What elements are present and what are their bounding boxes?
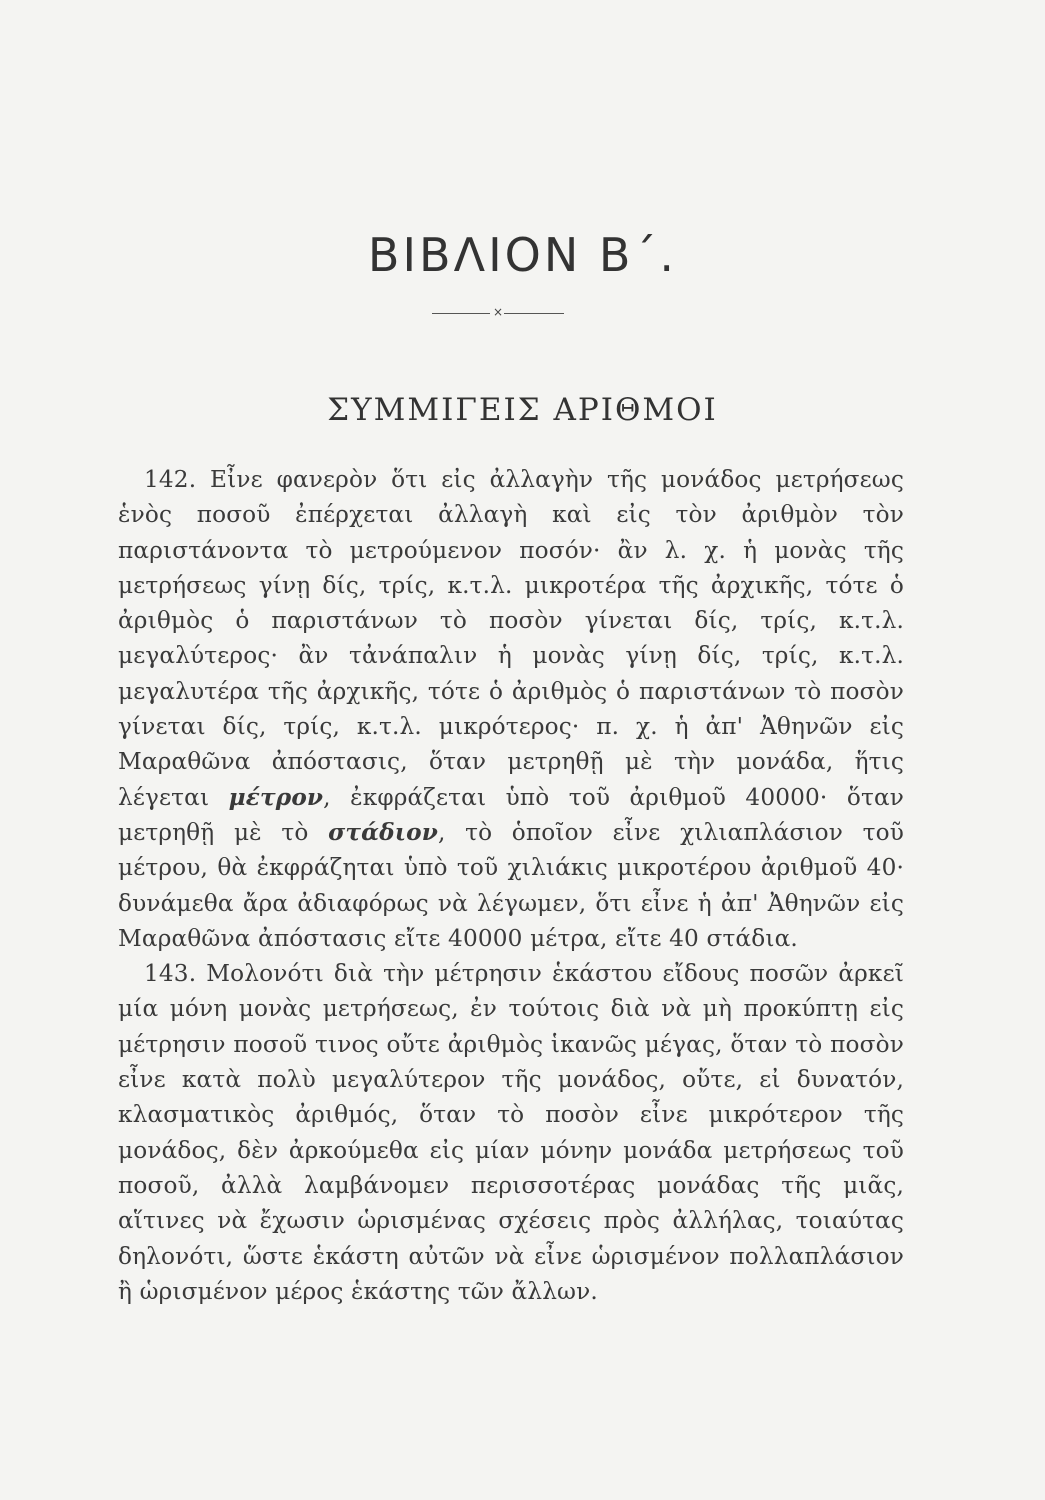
paragraph-text: Εἶνε φανερὸν ὅτι εἰς ἀλλαγὴν τῆς μονάδος μετρήσεως ἑνὸς ποσοῦ ἐπέρχεται ἀλλαγὴ καὶ εἰς τὸν ἀριθμὸν τὸν παριστάνοντα τὸ μετρούμενον ποσόν· ἂν λ. χ. ἡ μονὰς τῆς μετρήσεως γίνῃ δίς, τρίς, κ.τ.λ. μικροτέρα τῆς ἀρχικῆς, τότε ὁ ἀριθμὸς ὁ παριστάνων τὸ ποσὸν γίνεται δίς, τρίς, κ.τ.λ. μεγαλύτερος· ἂν τἀνάπαλιν ἡ μονὰς γίνῃ δίς, τρίς, κ.τ.λ. μεγαλυτέρα τῆς ἀρχικῆς, τότε ὁ ἀριθμὸς ὁ παριστάνων τὸ ποσὸν γίνεται δίς, τρίς, κ.τ.λ. μικρότερος· π. χ. ἡ ἀπ' Ἀθηνῶν εἰς Μαραθῶνα ἀπόστασις, ὅταν μετρηθῇ μὲ τὴν μονάδα, ἥτις λέγεται — [118, 466, 904, 811]
paragraph-text: Μολονότι διὰ τὴν μέτρησιν ἑκάστου εἴδους ποσῶν ἀρκεῖ μία μόνη μονὰς μετρήσεως, ἐν τούτοις διὰ νὰ μὴ προκύπτῃ εἰς μέτρησιν ποσοῦ τινος οὔτε ἀριθμὸς ἱκανῶς μέγας, ὅταν τὸ ποσὸν εἶνε κατὰ πολὺ μεγαλύτερον τῆς μονάδος, οὔτε, εἰ δυνατόν, κλασματικὸς ἀριθμός, ὅταν τὸ ποσὸν εἶνε μικρότερον τῆς μονάδος, δὲν ἀρκούμεθα εἰς μίαν μόνην μονάδα μετρήσεως τοῦ ποσοῦ, ἀλλὰ λαμβάνομεν περισσοτέρας μονάδας τῆς μιᾶς, αἵτινες νὰ ἔχωσιν ὡρισμένας σχέσεις πρὸς ἀλλήλας, τοιαύτας δηλονότι, ὥστε ἑκάστη αὐτῶν νὰ εἶνε ὡρισμένον πολλαπλάσιον ἢ ὡρισμένον μέρος ἑκάστης τῶν ἄλλων. — [118, 960, 904, 1305]
paragraph-142 — [118, 462, 904, 956]
paragraph-number: 143. — [144, 960, 197, 988]
divider-ornament-icon: × — [492, 305, 504, 319]
ornamental-divider — [432, 305, 564, 319]
emphasized-term-stadion: στάδιον — [328, 818, 438, 846]
paragraph-text: , ἐκφράζεται ὑπὸ τοῦ ἀριθμοῦ 40000· ὅταν μετρηθῇ μὲ τὸ — [118, 783, 904, 846]
chapter-title: ΣΥΜΜΙΓΕΙΣ ΑΡΙΘΜΟΙ — [327, 392, 718, 428]
divider-line-left — [432, 313, 490, 314]
paragraph-143 — [118, 956, 904, 1309]
paragraph-number: 142. — [144, 466, 197, 493]
paragraph-text: , τὸ ὁποῖον εἶνε χιλιαπλάσιον τοῦ μέτρου, θὰ ἐκφράζηται ὑπὸ τοῦ χιλιάκις μικροτέρου ἀριθμοῦ 40· δυνάμεθα ἄρα ἀδιαφόρως νὰ λέγωμεν, ὅτι εἶνε ἡ ἀπ' Ἀθηνῶν εἰς Μαραθῶνα ἀπόστασις εἴτε 40000 μέτρα, εἴτε 40 στάδια. — [118, 818, 904, 952]
emphasized-term-metron: μέτρον — [228, 783, 324, 811]
book-title: ΒΙΒΛΙΟΝ Β΄. — [367, 228, 678, 282]
body-text — [118, 462, 904, 1309]
divider-line-right — [504, 313, 564, 314]
